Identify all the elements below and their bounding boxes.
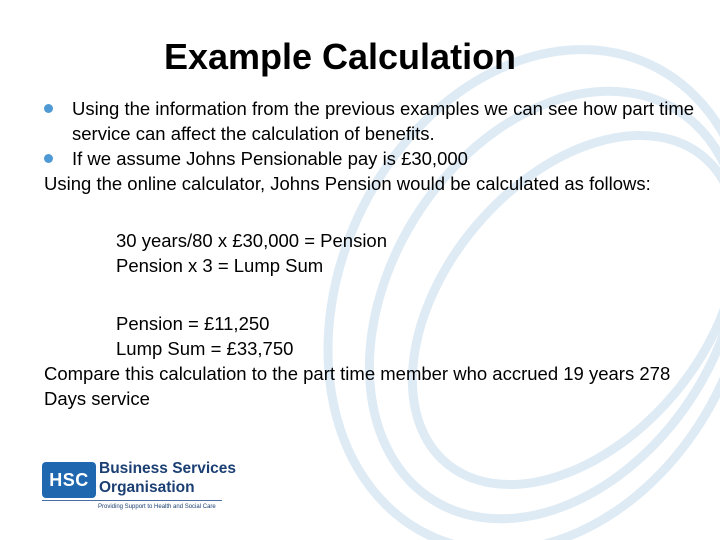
bullet-item — [44, 96, 704, 146]
result-line: Lump Sum = £33,750 — [116, 338, 294, 359]
hsc-logo-box: HSC — [42, 462, 96, 498]
intro-line: Using the online calculator, Johns Pension would be calculated as follows: — [44, 173, 651, 194]
logo-line-business-services: Business Services — [99, 460, 237, 477]
logo-divider — [42, 500, 222, 501]
bullet-dot-icon — [44, 154, 53, 163]
slide-body — [44, 96, 704, 411]
formula-line: Pension x 3 = Lump Sum — [116, 255, 324, 276]
comparison-text: Compare this calculation to the part time member who accrued 19 years 278 Days service — [44, 363, 671, 409]
bullet-dot-icon — [44, 104, 53, 113]
bullet-item — [44, 146, 704, 171]
bullet-text: If we assume Johns Pensionable pay is £30,000 — [72, 148, 468, 169]
logo-tagline: Providing Support to Health and Social Care — [98, 504, 216, 510]
result-line: Pension = £11,250 — [116, 313, 270, 334]
formula-line: 30 years/80 x £30,000 = Pension — [116, 230, 388, 251]
hsc-bso-logo — [42, 458, 237, 518]
bullet-text: Using the information from the previous examples we can see how part time service can affect the calculation of benefits. — [72, 98, 695, 144]
logo-line-organisation: Organisation — [99, 479, 195, 496]
slide-title: Example Calculation — [163, 36, 517, 77]
